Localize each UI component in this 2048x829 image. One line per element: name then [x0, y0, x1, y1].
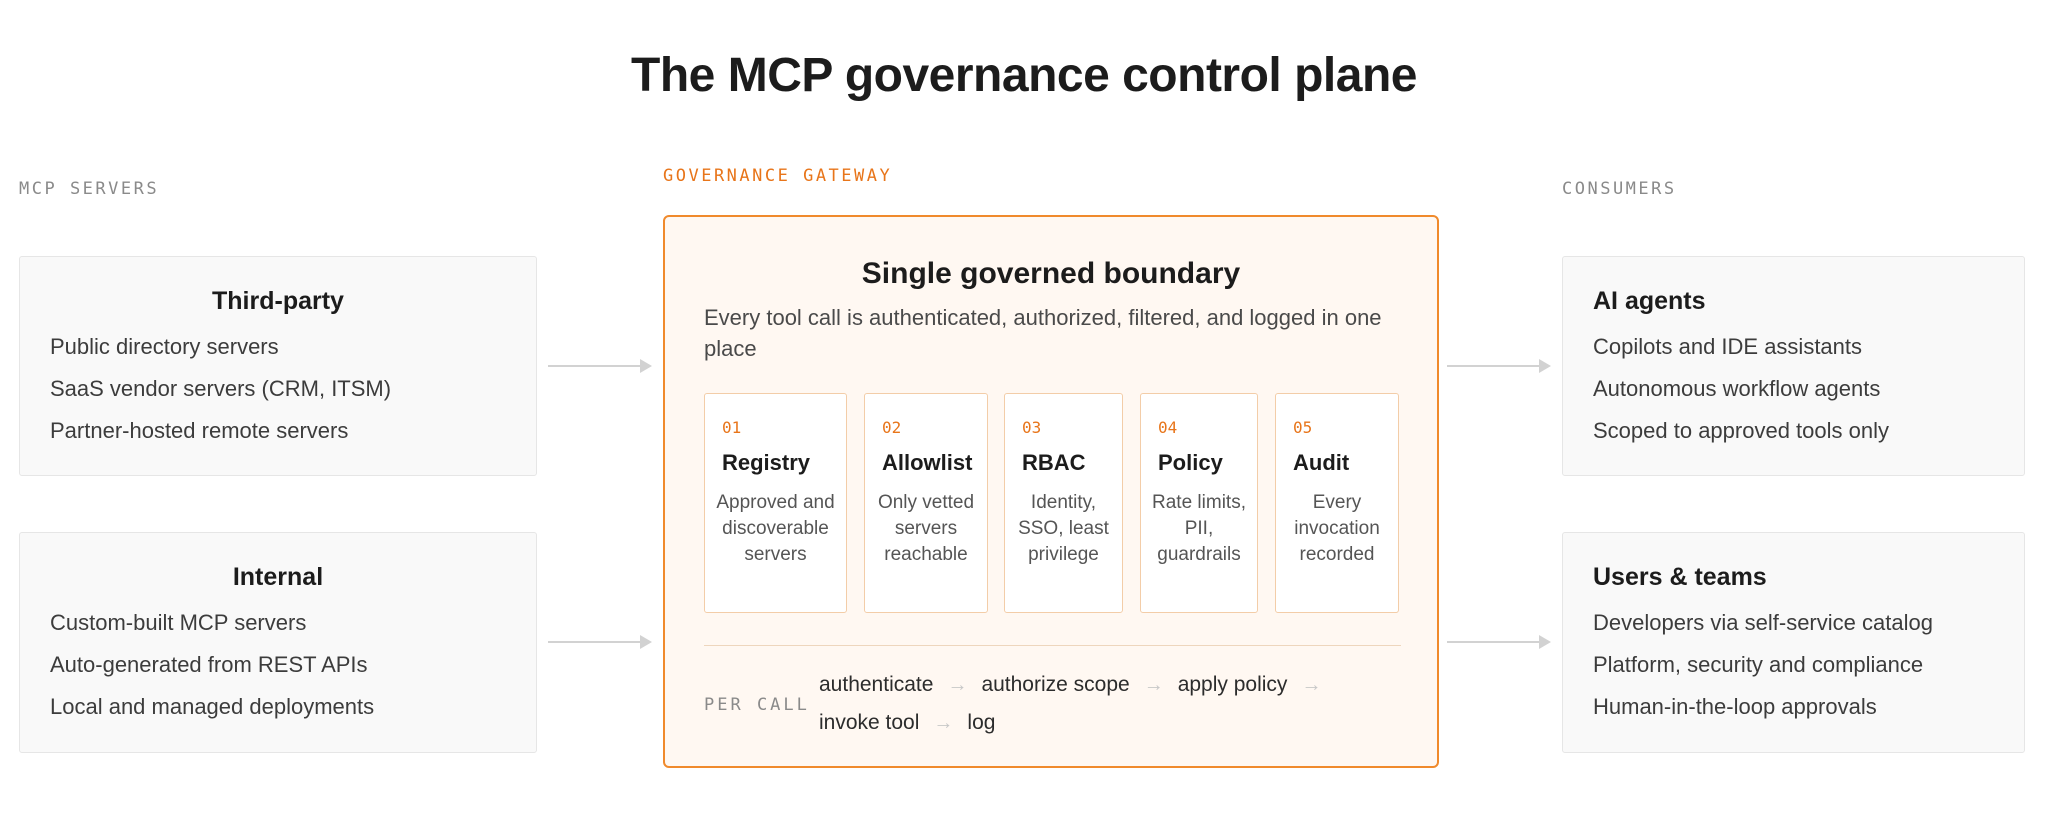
step-rbac — [1004, 393, 1123, 613]
list-item: SaaS vendor servers (CRM, ITSM) — [50, 376, 392, 401]
gateway-title: Single governed boundary — [861, 257, 1241, 290]
list-item: Platform, security and compliance — [1593, 652, 1924, 677]
step-description: Approved and discoverable servers — [716, 492, 835, 565]
third-party-list — [20, 334, 536, 460]
flow-step-apply-policy: apply policy — [1177, 673, 1288, 696]
arrow-internal-to-gateway — [548, 635, 652, 649]
internal-title: Internal — [232, 563, 324, 591]
step-number: 03 — [1022, 418, 1042, 437]
arrow-right-icon: → — [933, 712, 954, 734]
list-item: Partner-hosted remote servers — [50, 418, 349, 443]
list-item: Public directory servers — [50, 334, 279, 359]
users-teams-list — [1563, 610, 2024, 736]
flow-step-invoke-tool: invoke tool — [819, 711, 920, 734]
third-party-title: Third-party — [212, 287, 344, 315]
users-teams-title: Users & teams — [1593, 563, 1767, 591]
users-teams-card — [1562, 532, 2025, 753]
arrow-right-icon: → — [1301, 674, 1322, 696]
step-number: 05 — [1293, 418, 1313, 437]
page-title: The MCP governance control plane — [631, 49, 1417, 102]
governance-gateway-panel — [663, 215, 1439, 768]
gateway-subtitle: Every tool call is authenticated, authorized, filtered, and logged in one place — [704, 305, 1382, 361]
step-number: 04 — [1158, 418, 1178, 437]
step-number: 02 — [882, 418, 902, 437]
step-description: Only vetted servers reachable — [877, 492, 975, 565]
ai-agents-list — [1563, 334, 2024, 460]
list-item: Local and managed deployments — [50, 694, 375, 719]
step-number: 01 — [722, 418, 742, 437]
step-description: Identity, SSO, least privilege — [1018, 492, 1109, 565]
list-item: Developers via self-service catalog — [1593, 610, 1933, 635]
divider — [704, 645, 1401, 646]
arrow-head-icon — [1539, 359, 1551, 373]
arrow-head-icon — [640, 359, 652, 373]
step-allowlist — [864, 393, 988, 613]
ai-agents-title: AI agents — [1593, 287, 1706, 315]
step-audit — [1275, 393, 1399, 613]
arrow-right-icon: → — [947, 674, 968, 696]
mcp-servers-label: MCP SERVERS — [19, 179, 160, 199]
flow-step-authorize-scope: authorize scope — [981, 673, 1130, 696]
list-item: Custom-built MCP servers — [50, 610, 307, 635]
arrow-right-icon: → — [1143, 674, 1164, 696]
arrow-third-party-to-gateway — [548, 359, 652, 373]
flow-step-authenticate: authenticate — [819, 673, 934, 696]
step-name: Allowlist — [882, 450, 973, 475]
arrow-head-icon — [1539, 635, 1551, 649]
step-name: RBAC — [1022, 450, 1086, 475]
step-policy — [1140, 393, 1258, 613]
flow-step-log: log — [967, 711, 996, 734]
per-call-label: PER CALL — [704, 695, 810, 715]
internal-list — [20, 610, 536, 736]
per-call-flow — [819, 669, 1339, 745]
step-name: Registry — [722, 450, 811, 475]
step-description: Rate limits, PII, guardrails — [1152, 492, 1246, 565]
list-item: Copilots and IDE assistants — [1593, 334, 1863, 359]
internal-card — [19, 532, 537, 753]
list-item: Scoped to approved tools only — [1593, 418, 1889, 443]
step-name: Audit — [1293, 450, 1350, 475]
arrow-gateway-to-users — [1447, 635, 1551, 649]
list-item: Autonomous workflow agents — [1593, 376, 1881, 401]
third-party-card — [19, 256, 537, 476]
governance-gateway-label: GOVERNANCE GATEWAY — [663, 166, 893, 186]
step-name: Policy — [1158, 450, 1223, 475]
ai-agents-card — [1562, 256, 2025, 476]
consumers-label: CONSUMERS — [1562, 179, 1677, 199]
arrow-head-icon — [640, 635, 652, 649]
arrow-gateway-to-ai-agents — [1447, 359, 1551, 373]
step-registry — [704, 393, 847, 613]
list-item: Auto-generated from REST APIs — [50, 652, 368, 677]
list-item: Human-in-the-loop approvals — [1593, 694, 1877, 719]
step-description: Every invocation recorded — [1294, 492, 1380, 565]
